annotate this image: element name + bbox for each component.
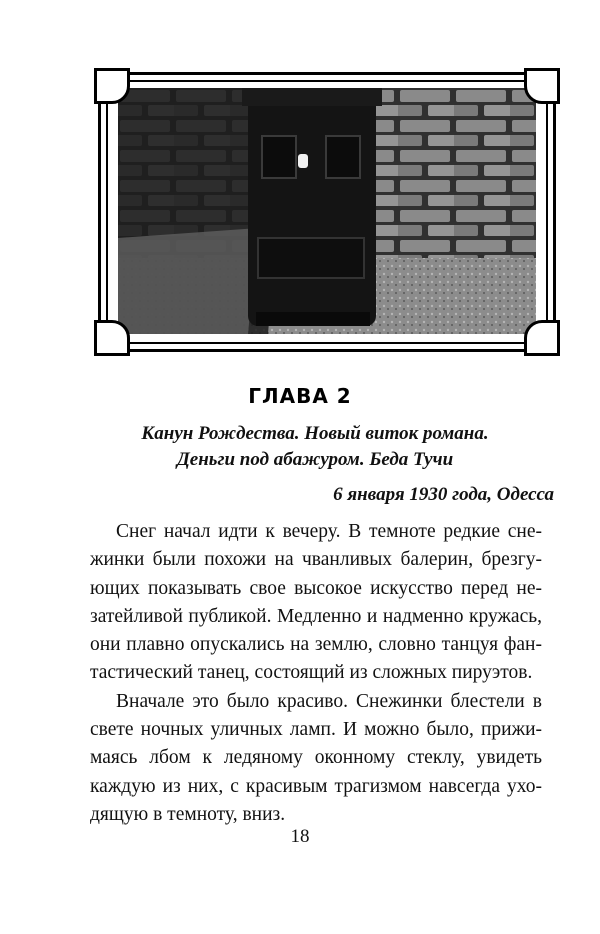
frame-corner-ornament (524, 68, 560, 104)
body-text (90, 518, 542, 829)
chapter-subtitle-line-2: Деньги под абажуром. Беда Тучи (176, 449, 454, 470)
stove-photo-image (118, 88, 536, 334)
page-number: 18 (290, 826, 310, 847)
text-line: дящую в темноту, вниз. (90, 803, 286, 825)
text-line: свете ночных уличных ламп. И можно было, прижи- (90, 719, 542, 741)
text-line: ющих показывать свое высокое искусство перед не- (90, 577, 542, 599)
text-line: каждую из них, с красивым трагизмом навсегда ухо- (90, 775, 542, 797)
chapter-illustration (98, 72, 556, 352)
text-line: затейливой публикой. Медленно и надменно кружась, (90, 605, 542, 627)
text-line: они плавно опускались на землю, словно танцуя фан- (90, 634, 542, 656)
stove-shape (242, 88, 382, 326)
chapter-title: ГЛАВА 2 (248, 384, 352, 408)
frame-corner-ornament (524, 320, 560, 356)
text-line: маясь лбом к ледяному оконному стеклу, увидеть (90, 747, 542, 769)
stove-photo (118, 88, 536, 334)
chapter-subtitle-line-1: Канун Рождества. Новый виток романа. (141, 423, 489, 444)
text-line: Снег начал идти к вечеру. В темноте редкие сне- (116, 521, 542, 542)
frame-corner-ornament (94, 320, 130, 356)
text-line: тастический танец, состоящий из сложных пируэтов. (90, 662, 533, 684)
frame-corner-ornament (94, 68, 130, 104)
text-line: Вначале это было красиво. Снежинки блестели в (116, 690, 542, 712)
text-line: жинки были похожи на чванливых балерин, брезгу- (90, 549, 542, 571)
dateline: 6 января 1930 года, Одесса (333, 484, 554, 505)
